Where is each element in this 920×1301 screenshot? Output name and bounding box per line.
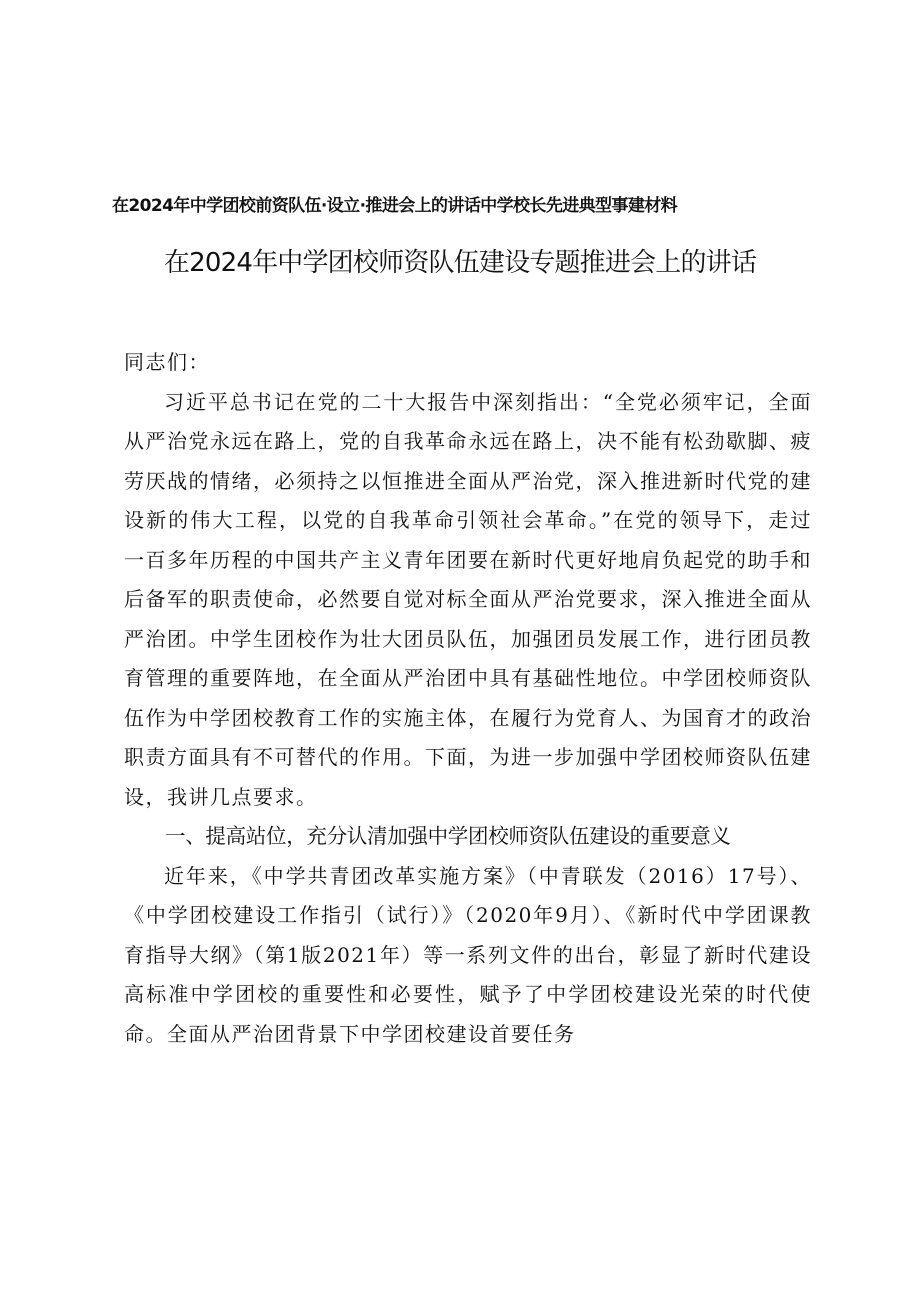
body-paragraph: 习近平总书记在党的二十大报告中深刻指出：“全党必须牢记，全面从严治党永远在路上，党的自我革命永远在路上，决不能有松劲歇脚、疲劳厌战的情绪，必须持之以恒推进全面从严治党，深入推进新时代党的建设新的伟大工程，以党的自我革命引领社会革命。”在党的领导下，走过一百多年历程的中国共产主义青年团要在新时代更好地肩负起党的助手和后备军的职责使命，必然要自觉对标全面从严治党要求，深入推进全面从严治团。中学生团校作为壮大团员队伍，加强团员发展工作，进行团员教育管理的重要阵地，在全面从严治团中具有基础性地位。中学团校师资队伍作为中学团校教育工作的实施主体，在履行为党育人、为国育才的政治职责方面具有不可替代的作用。下面，为进一步加强中学团校师资队伍建设，我讲几点要求。: [124, 389, 812, 809]
salutation: 同志们：: [124, 350, 210, 374]
document-body: [124, 343, 812, 1054]
running-header: 在2024年中学团校前资队伍·设立·推进会上的讲话中学校长先进典型事建材料: [112, 196, 678, 216]
document-title: 在2024年中学团校师资队伍建设专题推进会上的讲话: [163, 248, 757, 278]
section-heading: 一、提高站位，充分认清加强中学团校师资队伍建设的重要意义: [165, 824, 731, 848]
section-paragraph: 近年来，《中学共青团改革实施方案》（中青联发（2016）17号）、《中学团校建设工作指引（试行）》（2020年9月）、《新时代中学团课教育指导大纲》（第1版2021年）等一系列文件的出台，彰显了新时代建设高标准中学团校的重要性和必要性，赋予了中学团校建设光荣的时代使命。全面从严治团背景下中学团校建设首要任务: [124, 863, 812, 1046]
